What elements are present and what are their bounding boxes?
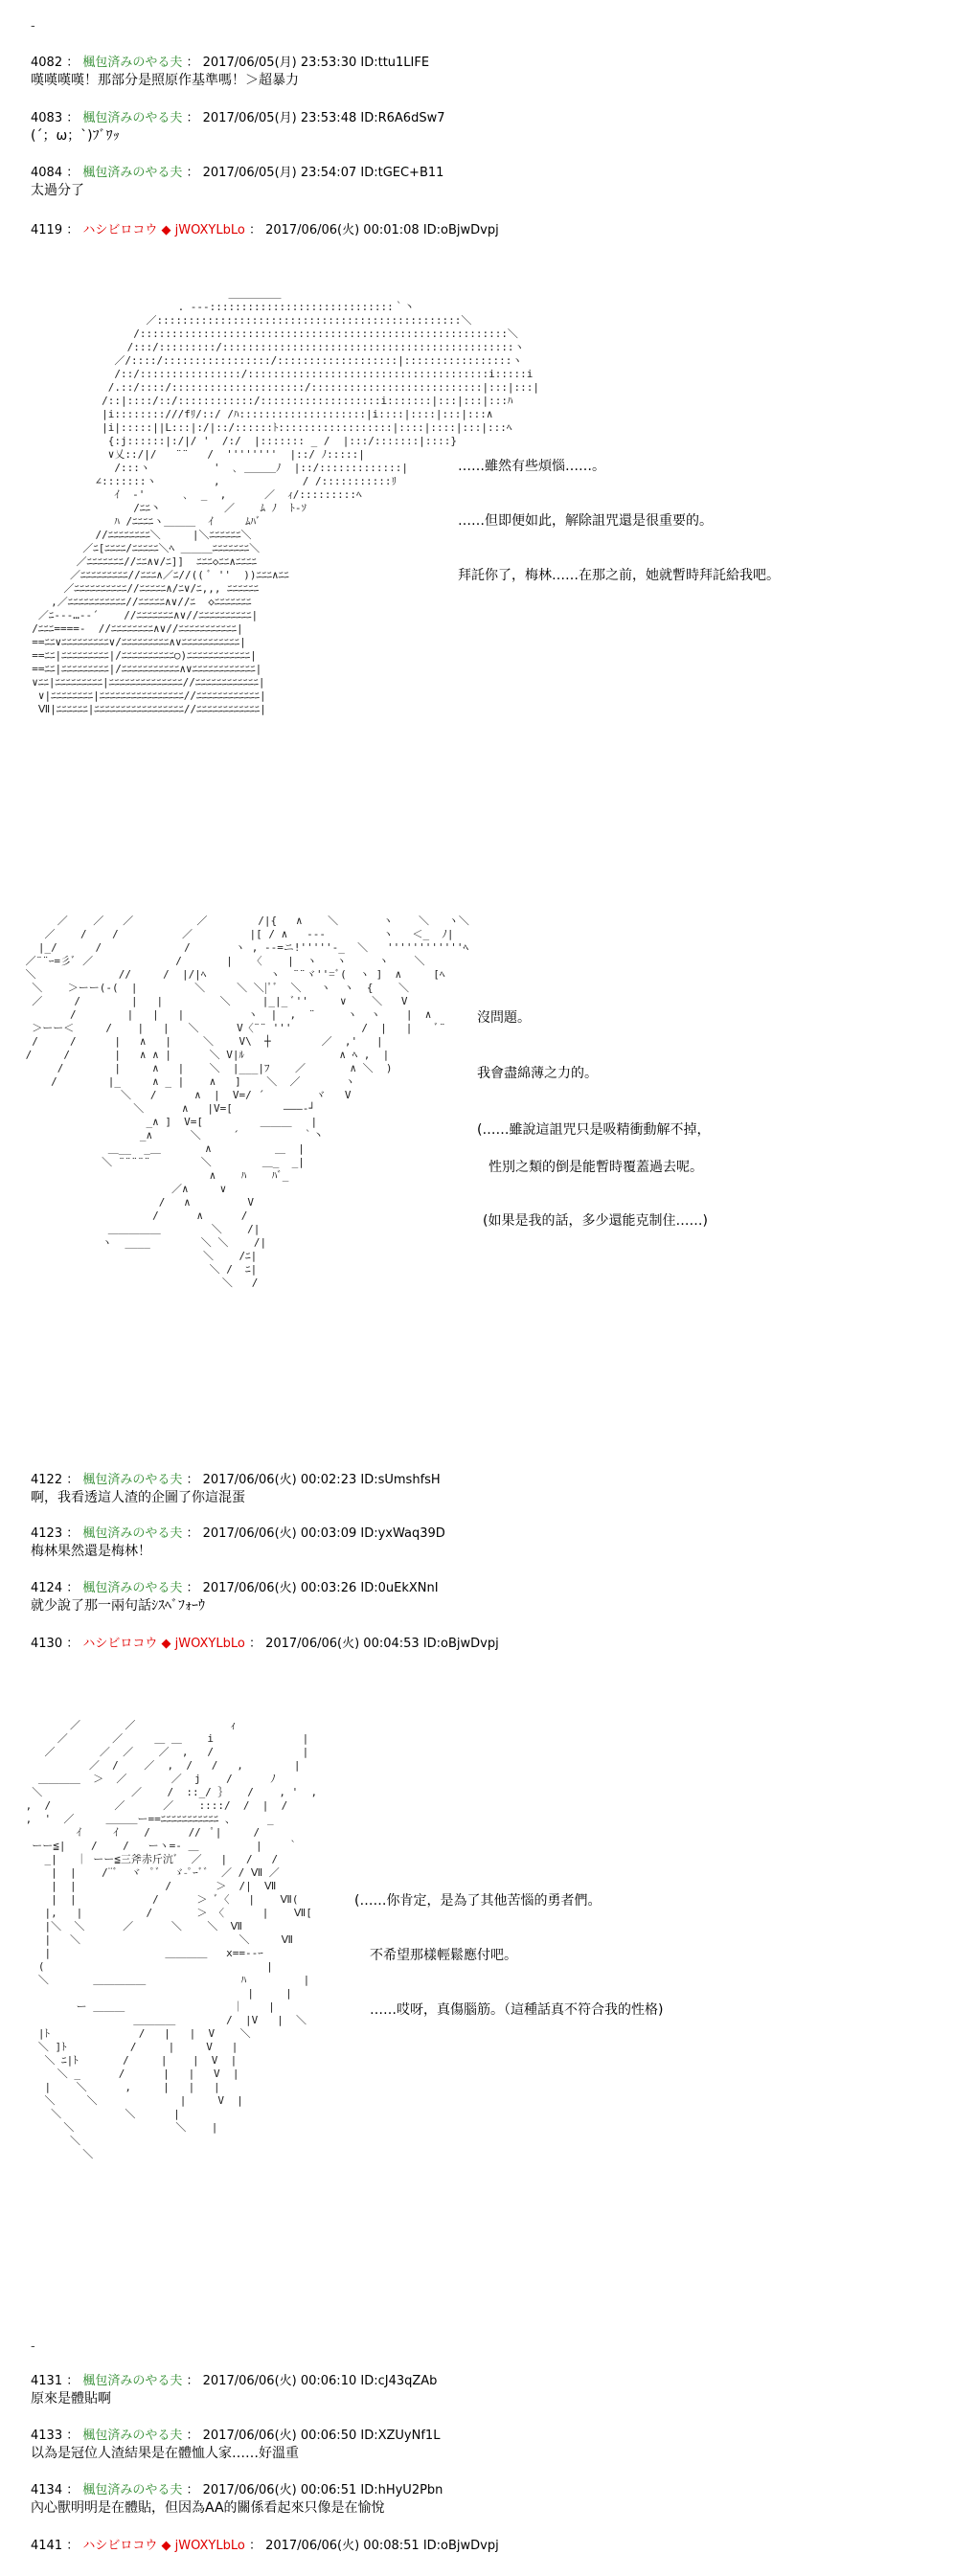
- separator: ：: [182, 1473, 203, 1487]
- separator: ：: [62, 1473, 83, 1487]
- post-header: [31, 2373, 950, 2390]
- post-header: [31, 1472, 950, 1489]
- post-4123: [31, 1525, 950, 1561]
- post-body: 就少說了那一兩句話ｼｽﾍﾞﾌｫｰｳ: [31, 1598, 205, 1614]
- post-header: [31, 2428, 950, 2445]
- post-date: 2017/06/06(火) 00:04:53: [265, 1637, 420, 1651]
- post-header: [31, 2538, 950, 2555]
- post-date: 2017/06/06(火) 00:06:10: [202, 2374, 357, 2388]
- separator: ：: [182, 1581, 203, 1595]
- post-date: 2017/06/06(火) 00:06:51: [202, 2483, 357, 2497]
- post-id: ID:hHyU2Pbn: [360, 2483, 443, 2497]
- separator: ：: [62, 2429, 83, 2443]
- poster-name: 楓包済みのやる夫: [82, 2429, 183, 2443]
- top-mark: -: [31, 19, 35, 34]
- separator: ：: [62, 56, 83, 70]
- post-4083: [31, 110, 950, 146]
- post-date: 2017/06/06(火) 00:02:23: [202, 1473, 357, 1487]
- post-number[interactable]: 4134: [31, 2483, 63, 2497]
- post-header: [31, 110, 950, 127]
- post-id: ID:oBjwDvpj: [422, 1637, 499, 1651]
- post-number[interactable]: 4131: [31, 2374, 63, 2388]
- post-id: ID:tGEC+B11: [360, 166, 444, 180]
- separator: ：: [244, 2539, 266, 2553]
- poster-name: 楓包済みのやる夫: [82, 166, 183, 180]
- post-4119: [31, 222, 950, 239]
- separator: ：: [62, 1581, 83, 1595]
- dialogue-line: 沒問題。: [477, 1010, 531, 1026]
- post-number[interactable]: 4124: [31, 1581, 63, 1595]
- post-body: (´；ω；`)ﾌﾞﾜｯ: [31, 128, 120, 144]
- post-id: ID:ttu1LIFE: [360, 56, 430, 70]
- separator: ：: [182, 111, 203, 125]
- dialogue-line: (如果是我的話，多少還能克制住……): [483, 1213, 708, 1229]
- post-id: ID:oBjwDvpj: [422, 223, 499, 237]
- post-header: [31, 1525, 950, 1543]
- post-header: [31, 1636, 950, 1653]
- post-body: 嘆嘆嘆嘆！那部分是照原作基準嗎！＞超暴力: [31, 73, 299, 88]
- post-4082: [31, 55, 950, 90]
- separator: ：: [182, 1526, 203, 1541]
- post-date: 2017/06/06(火) 00:03:09: [202, 1526, 357, 1541]
- post-number[interactable]: 4082: [31, 56, 63, 70]
- poster-trip: ◆ jWOXYLbLo: [161, 1637, 245, 1651]
- post-number[interactable]: 4119: [31, 223, 63, 237]
- post-id: ID:R6A6dSw7: [360, 111, 445, 125]
- poster-trip: ◆ jWOXYLbLo: [161, 2539, 245, 2553]
- post-number[interactable]: 4133: [31, 2429, 63, 2443]
- dialogue-line: (……你肯定，是為了其他苦惱的勇者們。: [354, 1893, 602, 1909]
- post-header: [31, 1580, 950, 1597]
- post-4084: [31, 165, 950, 200]
- post-date: 2017/06/05(月) 23:53:30: [202, 56, 357, 70]
- post-date: 2017/06/06(火) 00:08:51: [265, 2539, 420, 2553]
- poster-name: 楓包済みのやる夫: [82, 2483, 183, 2497]
- post-4122: [31, 1472, 950, 1507]
- post-header: [31, 222, 950, 239]
- poster-name: ハシビロコウ: [82, 2539, 158, 2553]
- post-body: 太過分了: [31, 183, 84, 198]
- ascii-art-merlin: ＿＿＿＿＿ . -‐‐:::::::::::::::::::::::::::::｀丶 ／::::::::::::::::::::::::::::::::::::::::::::::::＼ /::::::::::::::::::::::::::::::::::::::::::::::::::::::::::＼ /:::/:::::::::/::::::::::::::::::::::::::::::::::::::::::::::ヽ ／/::::/:::::::::::::::::/:::::::::::::::::::|:::::::::::::::::ヽ /::/::::::::::::::::/::::::::::::::::::::::::::::::::::::::i:::::i /.::/::::/:::::::::::::::::::::/:::::::::::::::::::::::::::|:::|:::| /::|::::/::/::::::::::::/:::::::::::::::::::i:::::::|:::|:::|:::ﾊ |i::::::::///fﾘ/::/ /ﾊ::::::::::::::::::::|i::::|::::|:::|:::∧ |i|:::::||L:::|:/|::/::::::ﾄ::::::::::::::::::|::::|::::|:::|:::ﾍ {:j::::::|:/|/ ' /:/ |::::::: _ / |:::/:::::::|::::} ∨乂::/|/ ¨¨ / '''''''' |::/ ﾉ:::::| /:::ヽ ' ､ ＿＿＿ﾉ |::/:::::::::::::| ∠:::::::ヽ , / /:::::::::::ﾘ ｲ -' ､ _ , ／ ｨ/:::::::::ﾍ /ﾆﾆ丶 ／ ﾑ ﾉ ﾄ-ｿ ﾊ /ﾆﾆﾆﾆヽ＿＿＿ ｲ ﾑﾊﾞ //ﾆﾆﾆﾆﾆﾆﾆﾆ＼ |＼ﾆﾆﾆﾆﾆﾆ＼ ／ﾆ[ﾆﾆﾆﾆ/ﾆﾆﾆﾆﾆ＼ﾍ ＿＿＿ﾆﾆﾆﾆﾆﾆﾆ＼ ／ﾆﾆﾆﾆﾆﾆﾆ//ﾆﾆ∧∨/ﾆ]] ﾆﾆﾆ◇ﾆﾆ∧ﾆﾆﾆﾆ ／ﾆﾆﾆﾆﾆﾆﾆﾆﾆ//ﾆﾆﾆ∧／ﾆ//(( ﾞ '' ))ﾆﾆﾆ∧ﾆﾆ ／ﾆﾆﾆﾆﾆﾆﾆﾆﾆﾆ//ﾆﾆﾆﾆﾆ∧/ﾆ∨/ﾆ,,, ﾆﾆﾆﾆﾆﾆ ,／ﾆﾆﾆﾆﾆﾆﾆﾆﾆﾆﾆ//ﾆﾆﾆﾆﾆ∧∨//ﾆ ◇ﾆﾆﾆﾆﾆﾆﾆ ／ﾆ--‐…‐‐´ //ﾆﾆﾆﾆﾆﾆﾆ∧∨//ﾆﾆﾆﾆﾆﾆﾆﾆﾆﾆ| /ﾆﾆﾆ====- //ﾆﾆﾆﾆﾆﾆﾆﾆ∧∨//ﾆﾆﾆﾆﾆﾆﾆﾆﾆﾆﾆ| ==ﾆﾆ∨ﾆﾆﾆﾆﾆﾆﾆﾆﾆ∨/ﾆﾆﾆﾆﾆﾆﾆﾆﾆ∧∨ﾆﾆﾆﾆﾆﾆﾆﾆﾆﾆﾆ| ==ﾆﾆ|ﾆﾆﾆﾆﾆﾆﾆﾆﾆ|/ﾆﾆﾆﾆﾆﾆﾆﾆﾆﾆ○)ﾆﾆﾆﾆﾆﾆﾆﾆﾆﾆﾆﾆ| ==ﾆﾆ|ﾆﾆﾆﾆﾆﾆﾆﾆﾆ|/ﾆﾆﾆﾆﾆﾆﾆﾆﾆﾆﾆ∧∨ﾆﾆﾆﾆﾆﾆﾆﾆﾆﾆﾆﾆ| ∨ﾆﾆ|ﾆﾆﾆﾆﾆﾆﾆﾆﾆ|ﾆﾆﾆﾆﾆﾆﾆﾆﾆﾆﾆﾆﾆﾆ//ﾆﾆﾆﾆﾆﾆﾆﾆﾆﾆﾆﾆ| ∨|ﾆﾆﾆﾆﾆﾆﾆﾆ|ﾆﾆﾆﾆﾆﾆﾆﾆﾆﾆﾆﾆﾆﾆﾆﾆ//ﾆﾆﾆﾆﾆﾆﾆﾆﾆﾆﾆﾆ| Ⅶ|ﾆﾆﾆﾆﾆﾆ|ﾆﾆﾆﾆﾆﾆﾆﾆﾆﾆﾆﾆﾆﾆﾆﾆﾆ//ﾆﾆﾆﾆﾆﾆﾆﾆﾆﾆﾆﾆ|: [32, 287, 540, 715]
- bottom-mark: -: [31, 2339, 35, 2354]
- post-id: ID:XZUyNf1L: [360, 2429, 441, 2443]
- poster-name: ハシビロコウ: [82, 223, 158, 237]
- post-body: 以為是冠位人渣結果是在體恤人家……好溫重: [31, 2446, 299, 2461]
- poster-name: 楓包済みのやる夫: [82, 56, 183, 70]
- poster-name: ハシビロコウ: [82, 1637, 158, 1651]
- separator: ：: [244, 223, 266, 237]
- dialogue-line: 不希望那樣輕鬆應付吧。: [370, 1948, 517, 1963]
- separator: ：: [62, 1637, 83, 1651]
- post-4141: [31, 2538, 950, 2555]
- post-id: ID:yxWaq39D: [360, 1526, 445, 1541]
- post-body: 原來是體貼啊: [31, 2391, 111, 2407]
- post-date: 2017/06/05(月) 23:54:07: [202, 166, 357, 180]
- dialogue-line: ……但即便如此，解除詛咒還是很重要的。: [458, 513, 713, 529]
- post-header: [31, 2482, 950, 2499]
- post-date: 2017/06/05(月) 23:53:48: [202, 111, 357, 125]
- dialogue-line: ……雖然有些煩惱……。: [458, 459, 605, 474]
- ascii-art-knight: ／ ／ ｨ ／ ／ ＿ ＿ i | ／ ／ ／ ／ , / | ／ / ／ , / / , | ＿＿＿＿ ＞ ／ ／ j / ﾉ ＼ ／ / ::_/ ｝ / , ' , , / ／ ／ ::::/ / | / , ' ／ ＿＿＿ー==ﾆﾆﾆﾆﾆﾆﾆﾆﾆﾆﾆ 、 _ ｲ ｲ / // ﾟ| / ーー≦| / / ーヽ=- ＿ | ｀ _| ｜ ーー≦三斧赤斤沆ﾞ ／ | / / | | /¨ﾞ ヾ ﾟﾞ ゞ-ﾟｰﾞﾞ ／ / Ⅶ ／ | | / ＞ /| Ⅶ | | / ＞ ﾞ〈 | Ⅶ( |, | / ＞ 〈 | Ⅶ[ |＼ ＼ ／ ＼ ＼ Ⅶ | ＼ ＼ Ⅶ | ＿＿＿＿ x==--ｰ ( | ＼ ＿＿＿＿＿ ﾊ | | | ー ＿＿＿ ｜ | ＿＿＿＿ / |V | ＼ |ﾄ / | | V ＼ ＼ ]ﾄ / | V | ＼ ﾆ|ﾄ / | | V | ＼ _ / | | V | | ＼ , | | | ＼ ＼ | V | ＼ ＼ | ＼ ＼ | ＼ ＼: [25, 1719, 318, 2160]
- post-number[interactable]: 4130: [31, 1637, 63, 1651]
- poster-name: 楓包済みのやる夫: [82, 1581, 183, 1595]
- post-body: 內心獸明明是在體貼，但因為AA的關係看起來只像是在愉悅: [31, 2500, 385, 2516]
- poster-name: 楓包済みのやる夫: [82, 1526, 183, 1541]
- post-id: ID:0uEkXNnI: [360, 1581, 439, 1595]
- separator: ：: [62, 223, 83, 237]
- separator: ：: [182, 166, 203, 180]
- post-header: [31, 165, 950, 182]
- dialogue-line: 拜託你了，梅林……在那之前，她就暫時拜託給我吧。: [458, 568, 780, 583]
- separator: ：: [62, 1526, 83, 1541]
- separator: ：: [62, 111, 83, 125]
- post-number[interactable]: 4122: [31, 1473, 63, 1487]
- separator: ：: [182, 56, 203, 70]
- poster-name: 楓包済みのやる夫: [82, 2374, 183, 2388]
- separator: ：: [62, 2483, 83, 2497]
- poster-trip: ◆ jWOXYLbLo: [161, 223, 245, 237]
- post-number[interactable]: 4123: [31, 1526, 63, 1541]
- post-header: [31, 55, 950, 72]
- separator: ：: [182, 2483, 203, 2497]
- dialogue-line: 我會盡綿薄之力的。: [477, 1066, 598, 1081]
- post-number[interactable]: 4141: [31, 2539, 63, 2553]
- post-number[interactable]: 4084: [31, 166, 63, 180]
- post-4131: [31, 2373, 950, 2408]
- separator: ：: [62, 2539, 83, 2553]
- post-id: ID:oBjwDvpj: [422, 2539, 499, 2553]
- ascii-art-character: ／ ／ ／ ／ /|{ ∧ ＼ ヽ ＼ ヽ＼ ／ / / ／ |[ / ∧ ‐‐‐ ヽ ＜_ ﾉ| |_/ / / ヽ , --=ニ!'''''-_ ＼ ''''''''''''ﾍ ／¨¨ｰ=彡ﾞ ／ / | 〈 | ヽ ヽ ヽ ＼ ＼ // / |/|ﾍ ヽ ¨¨ヾ''=ﾞ( ヽ ] ∧ [ﾍ ＼ ＞ーー(-( | ＼ ＼ ＼|ﾟﾞ ＼ ヽ ヽ { ＼ ／ / | | ＼ |_|_ ﾞ'' ∨ ＼ V / | | | ヽ | , ¨ ヽ ヽ | ∧ ＞ーー＜ / | | ＼ V〈¨¨ ''' / | | ﾞ¨ / / | ∧ | ＼ V\ ┼ ／ ,' | / / | ∧ ∧ | ＼ V|ﾙ ∧ ﾍ , | / | ∧ | ＼ |___|ﾌ ／ ∧ ＼ ) / |_ ∧ _ | ∧ ] ＼ ／ ヽ ＼ / ∧ | V=/ ´ ヾ V ＼ ∧ |V=[ ―――‐┘ _∧ ] V=[ ＿＿＿ | _∧ ＼ ´ ｀丶 ＿__ _＿ ∧ ＿ | ＼ ¨¨¨¨¨ ＼ ＿_ _| ∧ ﾊ ﾊﾞ_ ／∧ ∨ / ∧ V / ∧ / ＿＿＿＿＿ ＼ /| ヽ ____ ＼ ＼ /| ＼ /ﾆ| ＼ / ﾆ| ＼ /: [25, 915, 469, 1289]
- post-body: 梅林果然還是梅林！: [31, 1544, 151, 1559]
- post-date: 2017/06/06(火) 00:01:08: [265, 223, 420, 237]
- post-body: 啊，我看透這人渣的企圖了你這混蛋: [31, 1490, 245, 1505]
- post-4134: [31, 2482, 950, 2518]
- dialogue-line: ……哎呀，真傷腦筋。（這種話真不符合我的性格): [370, 2002, 664, 2018]
- post-4124: [31, 1580, 950, 1616]
- post-4133: [31, 2428, 950, 2463]
- separator: ：: [62, 166, 83, 180]
- post-id: ID:sUmshfsH: [360, 1473, 441, 1487]
- poster-name: 楓包済みのやる夫: [82, 111, 183, 125]
- poster-name: 楓包済みのやる夫: [82, 1473, 183, 1487]
- post-date: 2017/06/06(火) 00:03:26: [202, 1581, 357, 1595]
- post-number[interactable]: 4083: [31, 111, 63, 125]
- dialogue-line: (……雖說這詛咒只是吸精衝動解不掉，: [477, 1122, 711, 1138]
- separator: ：: [244, 1637, 266, 1651]
- post-date: 2017/06/06(火) 00:06:50: [202, 2429, 357, 2443]
- post-4130: [31, 1636, 950, 1653]
- dialogue-line: 性別之類的倒是能暫時覆蓋過去呢。: [488, 1160, 703, 1175]
- separator: ：: [62, 2374, 83, 2388]
- separator: ：: [182, 2429, 203, 2443]
- separator: ：: [182, 2374, 203, 2388]
- post-id: ID:cJ43qZAb: [360, 2374, 438, 2388]
